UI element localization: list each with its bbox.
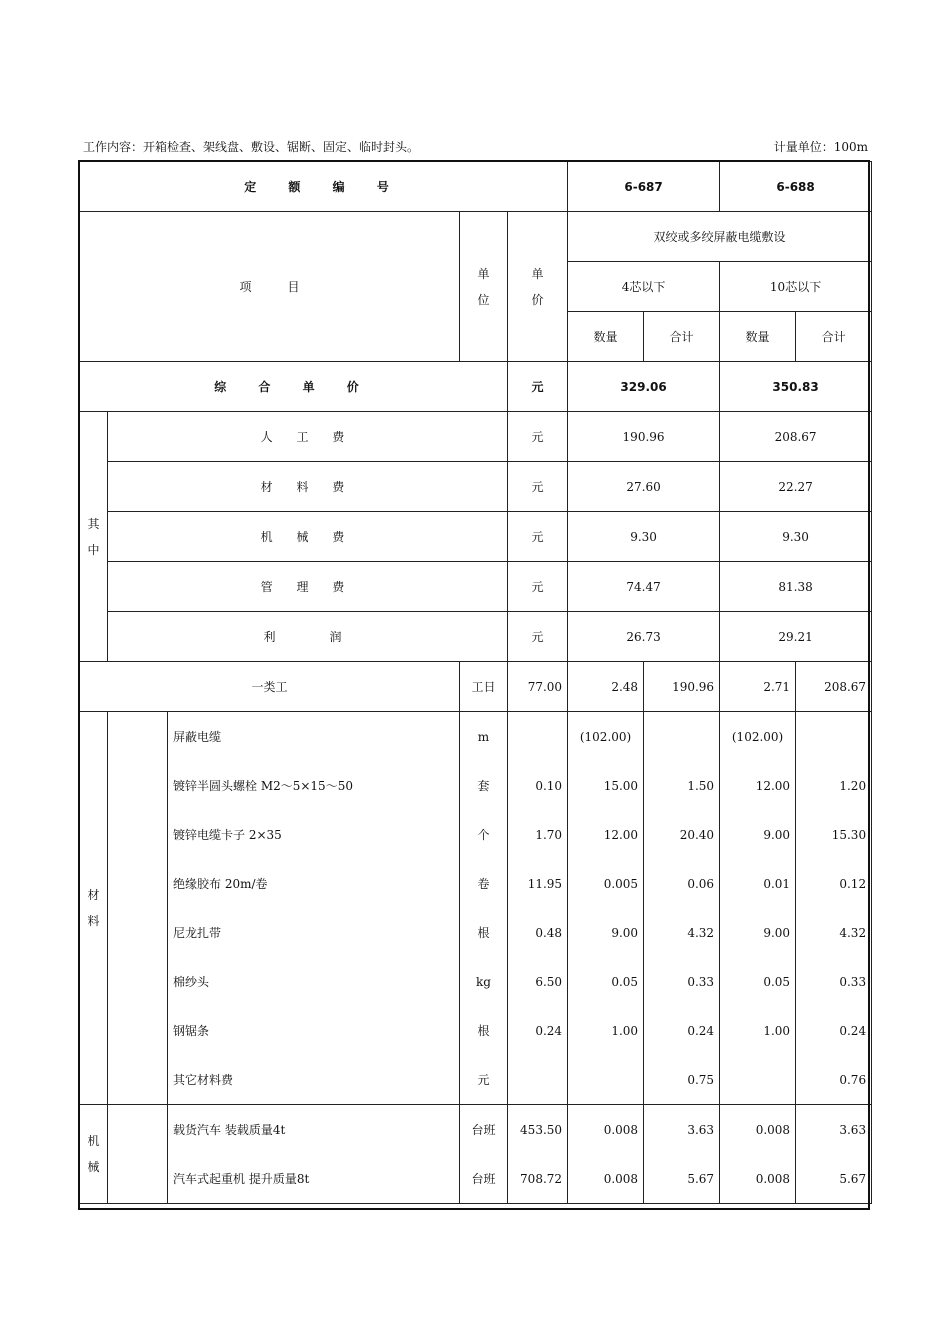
cost-value-1: 27.60 — [568, 462, 720, 512]
cost-unit: 元 — [508, 412, 568, 462]
cost-unit: 元 — [508, 612, 568, 662]
group-title: 双绞或多绞屏蔽电缆敷设 — [568, 212, 872, 262]
blank-cell — [108, 1105, 168, 1204]
quota-code-2: 6-688 — [720, 162, 872, 212]
item-sum-1: 20.40 — [644, 810, 720, 859]
total-value-1: 329.06 — [568, 362, 720, 412]
item-sum-1: 0.24 — [644, 1006, 720, 1055]
item-unit: 元 — [460, 1055, 508, 1105]
cost-value-2: 9.30 — [720, 512, 872, 562]
item-unit: kg — [460, 957, 508, 1006]
item-price: 0.24 — [508, 1006, 568, 1055]
item-unit: 根 — [460, 1006, 508, 1055]
item-sum-2: 4.32 — [796, 908, 872, 957]
item-unit: 根 — [460, 908, 508, 957]
cost-label: 材 料 费 — [108, 462, 508, 512]
sum-header: 合计 — [796, 312, 872, 362]
cost-value-1: 74.47 — [568, 562, 720, 612]
cost-value-2: 29.21 — [720, 612, 872, 662]
item-price — [508, 1055, 568, 1105]
work-content: 工作内容：开箱检查、架线盘、敷设、锯断、固定、临时封头。 — [83, 140, 420, 154]
item-name: 载货汽车 装载质量4t — [168, 1105, 460, 1155]
item-name: 镀锌半圆头螺栓 M2～5×15～50 — [168, 761, 460, 810]
cost-value-2: 81.38 — [720, 562, 872, 612]
item-price: 708.72 — [508, 1154, 568, 1204]
item-qty-2: 0.008 — [720, 1154, 796, 1204]
item-price: 0.48 — [508, 908, 568, 957]
item-qty-1: 1.00 — [568, 1006, 644, 1055]
unit-header: 单位 — [460, 212, 508, 362]
item-qty-1: 12.00 — [568, 810, 644, 859]
item-price: 1.70 — [508, 810, 568, 859]
cost-label: 机 械 费 — [108, 512, 508, 562]
quota-number-label: 定 额 编 号 — [80, 162, 568, 212]
measurement-unit: 计量单位：100m — [773, 140, 868, 154]
item-qty-2 — [720, 1055, 796, 1105]
item-sum-1: 5.67 — [644, 1154, 720, 1204]
item-sum-1 — [644, 712, 720, 762]
item-sum-2: 0.76 — [796, 1055, 872, 1105]
item-name: 钢锯条 — [168, 1006, 460, 1055]
item-unit: 卷 — [460, 859, 508, 908]
item-qty-2: 0.008 — [720, 1105, 796, 1155]
item-sum-2: 0.12 — [796, 859, 872, 908]
item-price: 11.95 — [508, 859, 568, 908]
item-price: 6.50 — [508, 957, 568, 1006]
qty-header: 数量 — [568, 312, 644, 362]
item-sum-1: 0.33 — [644, 957, 720, 1006]
cost-unit: 元 — [508, 512, 568, 562]
cost-label: 管 理 费 — [108, 562, 508, 612]
item-qty-1: 0.05 — [568, 957, 644, 1006]
item-sum-1: 4.32 — [644, 908, 720, 957]
labor-qty-2: 2.71 — [720, 662, 796, 712]
total-price-label: 综 合 单 价 — [80, 362, 508, 412]
labor-sum-2: 208.67 — [796, 662, 872, 712]
sub-col-4core: 4芯以下 — [568, 262, 720, 312]
item-qty-2: 0.01 — [720, 859, 796, 908]
item-qty-1: 0.005 — [568, 859, 644, 908]
machinery-label: 机械 — [80, 1105, 108, 1204]
labor-label: 一类工 — [80, 662, 460, 712]
total-value-2: 350.83 — [720, 362, 872, 412]
cost-value-1: 26.73 — [568, 612, 720, 662]
item-qty-2: 9.00 — [720, 810, 796, 859]
item-qty-2: 0.05 — [720, 957, 796, 1006]
item-sum-2: 1.20 — [796, 761, 872, 810]
item-qty-1: 9.00 — [568, 908, 644, 957]
item-header: 项 目 — [80, 212, 460, 362]
item-name: 绝缘胶布 20m/卷 — [168, 859, 460, 908]
blank-cell — [108, 712, 168, 1105]
item-qty-1: 0.008 — [568, 1154, 644, 1204]
item-name: 棉纱头 — [168, 957, 460, 1006]
price-header: 单价 — [508, 212, 568, 362]
item-sum-2: 3.63 — [796, 1105, 872, 1155]
cost-value-2: 208.67 — [720, 412, 872, 462]
item-price: 453.50 — [508, 1105, 568, 1155]
item-unit: 台班 — [460, 1105, 508, 1155]
sum-header: 合计 — [644, 312, 720, 362]
item-sum-2: 15.30 — [796, 810, 872, 859]
item-qty-2: 9.00 — [720, 908, 796, 957]
item-sum-2: 5.67 — [796, 1154, 872, 1204]
item-qty-1 — [568, 1055, 644, 1105]
item-qty-2: (102.00) — [720, 712, 796, 762]
item-unit: 套 — [460, 761, 508, 810]
item-qty-1: (102.00) — [568, 712, 644, 762]
item-name: 屏蔽电缆 — [168, 712, 460, 762]
item-qty-1: 0.008 — [568, 1105, 644, 1155]
item-price: 0.10 — [508, 761, 568, 810]
item-name: 汽车式起重机 提升质量8t — [168, 1154, 460, 1204]
item-sum-1: 1.50 — [644, 761, 720, 810]
item-sum-2: 0.33 — [796, 957, 872, 1006]
item-qty-2: 12.00 — [720, 761, 796, 810]
total-unit: 元 — [508, 362, 568, 412]
item-qty-1: 15.00 — [568, 761, 644, 810]
sub-col-10core: 10芯以下 — [720, 262, 872, 312]
item-sum-2: 0.24 — [796, 1006, 872, 1055]
item-name: 镀锌电缆卡子 2×35 — [168, 810, 460, 859]
item-sum-1: 3.63 — [644, 1105, 720, 1155]
item-unit: m — [460, 712, 508, 762]
cost-value-2: 22.27 — [720, 462, 872, 512]
item-name: 尼龙扎带 — [168, 908, 460, 957]
quota-code-1: 6-687 — [568, 162, 720, 212]
item-sum-1: 0.75 — [644, 1055, 720, 1105]
labor-price: 77.00 — [508, 662, 568, 712]
item-sum-2 — [796, 712, 872, 762]
item-unit: 台班 — [460, 1154, 508, 1204]
item-qty-2: 1.00 — [720, 1006, 796, 1055]
labor-sum-1: 190.96 — [644, 662, 720, 712]
cost-unit: 元 — [508, 562, 568, 612]
item-sum-1: 0.06 — [644, 859, 720, 908]
qty-header: 数量 — [720, 312, 796, 362]
item-price — [508, 712, 568, 762]
quota-table — [79, 161, 872, 1204]
of-which-label: 其中 — [80, 412, 108, 662]
cost-value-1: 9.30 — [568, 512, 720, 562]
labor-qty-1: 2.48 — [568, 662, 644, 712]
cost-label: 利 润 — [108, 612, 508, 662]
materials-label: 材料 — [80, 712, 108, 1105]
cost-value-1: 190.96 — [568, 412, 720, 462]
item-unit: 个 — [460, 810, 508, 859]
cost-label: 人 工 费 — [108, 412, 508, 462]
item-name: 其它材料费 — [168, 1055, 460, 1105]
labor-unit: 工日 — [460, 662, 508, 712]
cost-unit: 元 — [508, 462, 568, 512]
